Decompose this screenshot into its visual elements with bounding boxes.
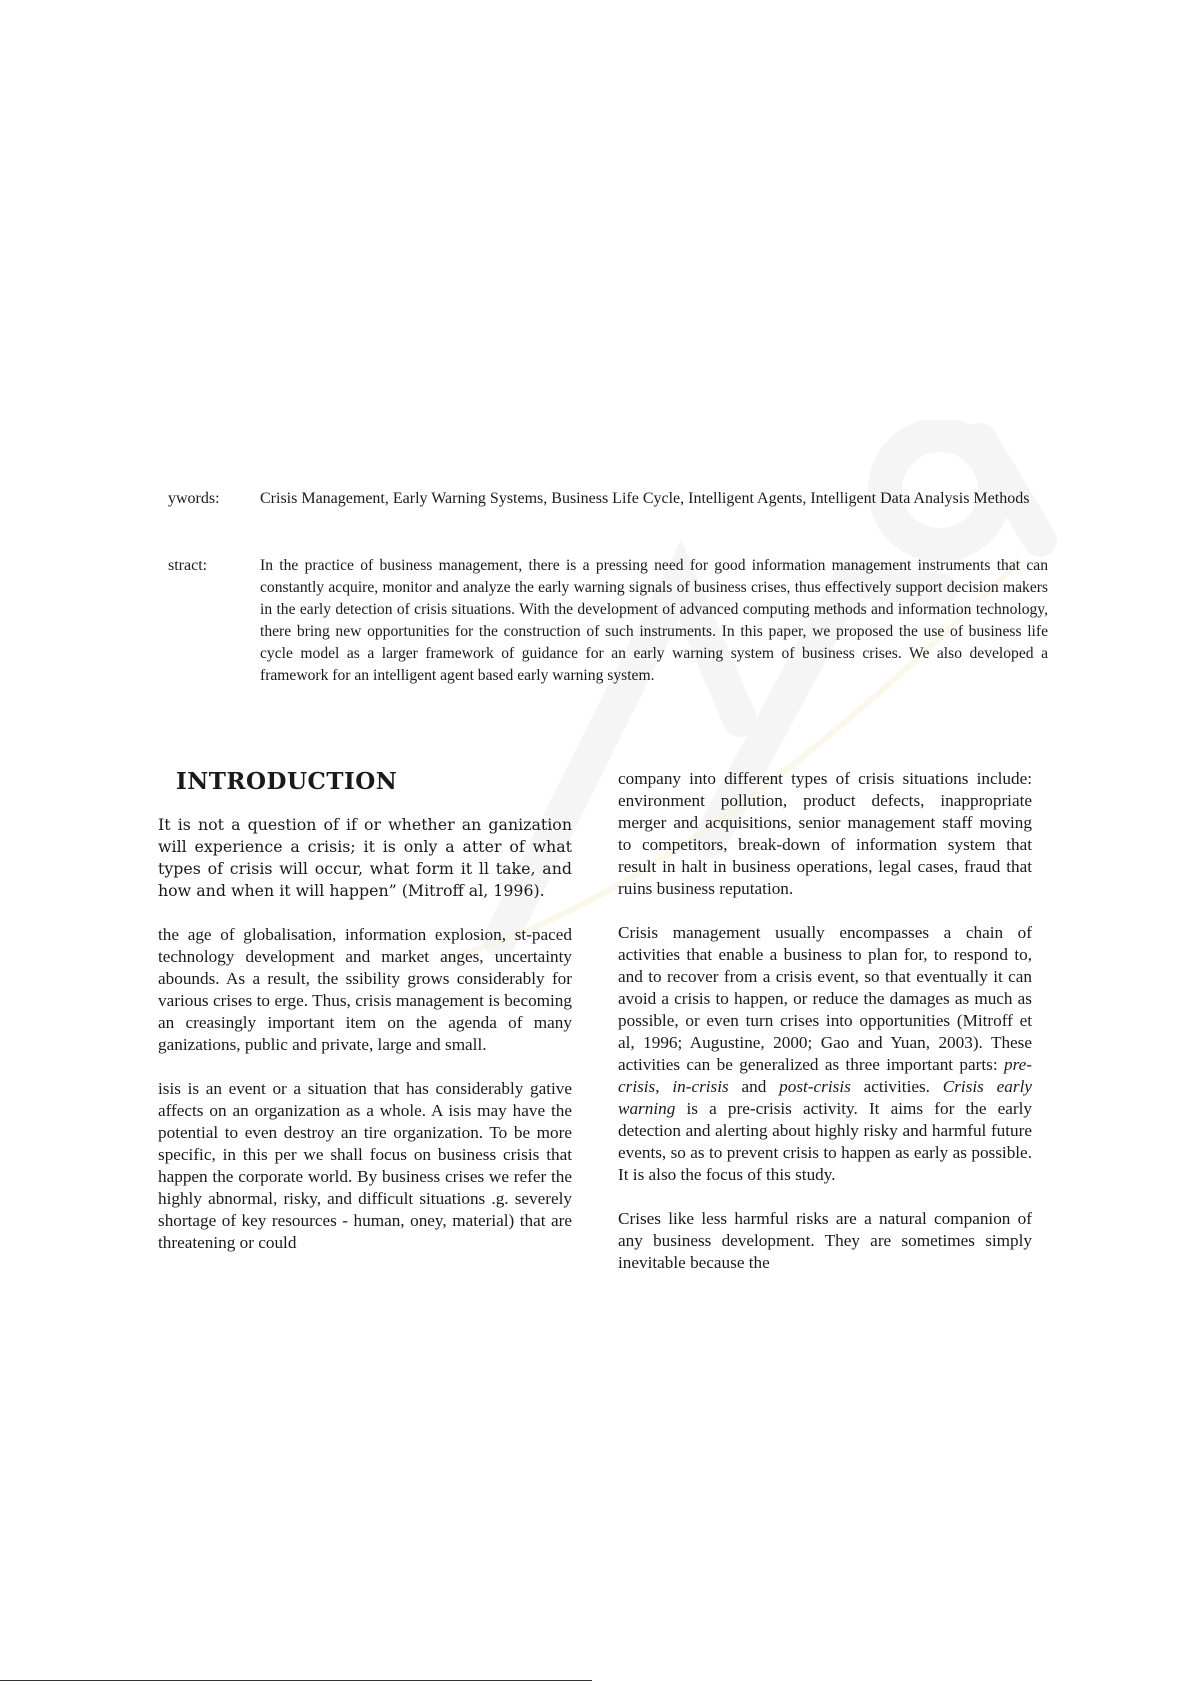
right-p2-text-b: , xyxy=(655,1077,673,1096)
abstract-label: stract: xyxy=(168,557,208,574)
crisis-early-warning-term: Crisis early warning xyxy=(618,1077,1032,1118)
intro-quote-paragraph: It is not a question of if or whether an ganization will experience a crisis; it is only a atter of what types of crisis will occur, what form it ll take, and how and when it will happen” (Mitroff al, 1996). xyxy=(158,815,572,900)
section-title: INTRODUCTION xyxy=(176,768,398,795)
left-paragraph-3: isis is an event or a situation that has considerably gative affects on an organization as a whole. A isis may have the potential to even destroy an tire organization. To be more specific, in this per we shall focus on business crisis that happen the corporate world. By business crises we refer the highly abnormal, risky, and difficult situations .g. severely shortage of key resources - human, oney, material) that are threatening or could xyxy=(158,1079,572,1252)
left-column xyxy=(158,814,572,1276)
keywords-text: Crisis Management, Early Warning Systems, Business Life Cycle, Intelligent Agents, Intelligent Data Analysis Methods xyxy=(260,490,1030,507)
footnote-rule xyxy=(0,1680,592,1681)
right-p2-text-e: is a pre-crisis activity. It aims for the early detection and alerting about highly risky and harmful future events, so as to prevent crisis to happen as early as possible. It is also the focus of this study. xyxy=(618,1099,1032,1184)
right-p2-text-d: activities. xyxy=(850,1077,943,1096)
abstract-text: In the practice of business management, there is a pressing need for good information management instruments that can constantly acquire, monitor and analyze the early warning signals of business crises, thus effectively support decision makers in the early detection of crisis situations. With the development of advanced computing methods and information technology, there bring new opportunities for the construction of such instruments. In this paper, we proposed the use of business life cycle model as a larger framework of guidance for an early warning system of business crises. We also developed a framework for an intelligent agent based early warning system. xyxy=(260,557,1048,684)
right-column xyxy=(618,768,1032,1296)
left-paragraph-2: the age of globalisation, information explosion, st-paced technology development and market anges, uncertainty abounds. As a result, the ssibility grows considerably for various crises to erge. Thus, crisis management is becoming an creasingly important item on the agenda of many ganizations, public and private, large and small. xyxy=(158,925,572,1054)
right-paragraph-2 xyxy=(618,922,1032,1186)
pre-crisis-term: pre-crisis xyxy=(618,1055,1032,1096)
in-crisis-term: in-crisis xyxy=(672,1077,729,1096)
right-p2-text-a: Crisis management usually encompasses a chain of activities that enable a business to plan for, to respond to, and to recover from a crisis event, so that eventually it can avoid a crisis to happen, or reduce the damages as much as possible, or even turn crises into opportunities (Mitroff et al, 1996; Augustine, 2000; Gao and Yuan, 2003). These activities can be generalized as three important parts: xyxy=(618,923,1032,1074)
right-p2-text-c: and xyxy=(728,1077,780,1096)
keywords-label: ywords: xyxy=(168,490,220,507)
right-paragraph-3: Crises like less harmful risks are a natural companion of any business development. They are sometimes simply inevitable because the xyxy=(618,1209,1032,1272)
right-paragraph-1: company into different types of crisis situations include: environment pollution, product defects, inappropriate merger and acquisitions, senior management staff moving to competitors, break-down of information system that result in halt in business operations, legal cases, fraud that ruins business reputation. xyxy=(618,769,1032,898)
post-crisis-term: post-crisis xyxy=(779,1077,851,1096)
